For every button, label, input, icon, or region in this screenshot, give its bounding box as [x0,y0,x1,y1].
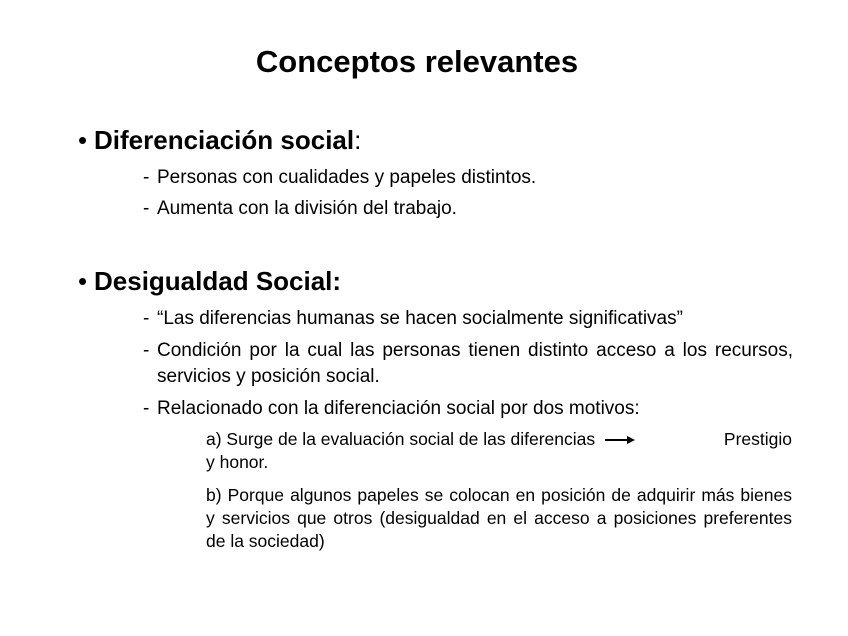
sub-item-continued: y honor. [206,452,269,472]
heading-text: Desigualdad Social: [94,266,342,296]
list-item-text: Condición por la cual las personas tienen distinto acceso a los recursos, servicios y posición social. [157,340,793,387]
dash: - [143,340,150,361]
list-item-text: Personas con cualidades y papeles distintos. [157,167,537,188]
sub-item-tail: Prestigio [723,429,792,449]
slide-title: Conceptos relevantes [255,44,579,79]
bullet: • [78,125,88,155]
dash: - [143,308,150,329]
list-item-text: Aumenta con la división del trabajo. [157,198,457,219]
heading-suffix: : [354,125,362,155]
dash: - [143,167,150,188]
list-item [143,196,793,222]
bullet: • [78,266,88,296]
heading-diferenciacion-social [78,125,361,156]
sub-list-item-b [206,484,792,553]
dash: - [143,198,150,219]
list-item-text: Relacionado con la diferenciación social por dos motivos: [157,398,640,419]
list-item [143,396,793,422]
dash: - [143,398,150,419]
list-item [143,338,793,390]
list-item [143,165,793,191]
sub-item-text: b) Porque algunos papeles se colocan en posición de adquirir más bienes y servicios que otros (desigualdad en el acceso a posiciones preferentes de la sociedad) [206,485,792,551]
list-item [143,306,793,332]
heading-desigualdad-social [78,266,341,297]
sub-list-item-a [206,428,792,474]
right-arrow-icon [605,435,635,445]
list-item-text: “Las diferencias humanas se hacen socialmente significativas” [157,308,683,329]
sub-item-text: a) Surge de la evaluación social de las diferencias [206,429,596,449]
heading-text: Diferenciación social [94,125,355,155]
